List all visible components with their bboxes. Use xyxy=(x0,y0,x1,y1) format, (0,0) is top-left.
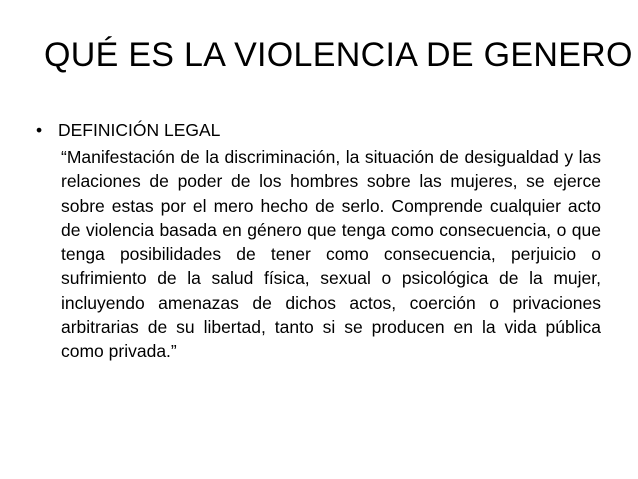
bullet-item xyxy=(36,118,220,142)
slide-title: QUÉ ES LA VIOLENCIA DE GENERO xyxy=(44,36,633,74)
bullet-marker: • xyxy=(36,120,43,140)
bullet-heading: DEFINICIÓN LEGAL xyxy=(58,120,221,140)
definition-quote: “Manifestación de la discriminación, la situación de desigualdad y las relaciones de poder de los hombres sobre las mujeres, se ejerce sobre estas por el mero hecho de serlo. Comprende cualquier acto de violencia basada en género que tenga como consecuencia, o que tenga posibilidades de tener como consecuencia, perjuicio o sufrimiento de la salud física, sexual o psicológica de la mujer, incluyendo amenazas de dichos actos, coerción o privaciones arbitrarias de su libertad, tanto si se producen en la vida pública como privada.” xyxy=(61,147,601,362)
